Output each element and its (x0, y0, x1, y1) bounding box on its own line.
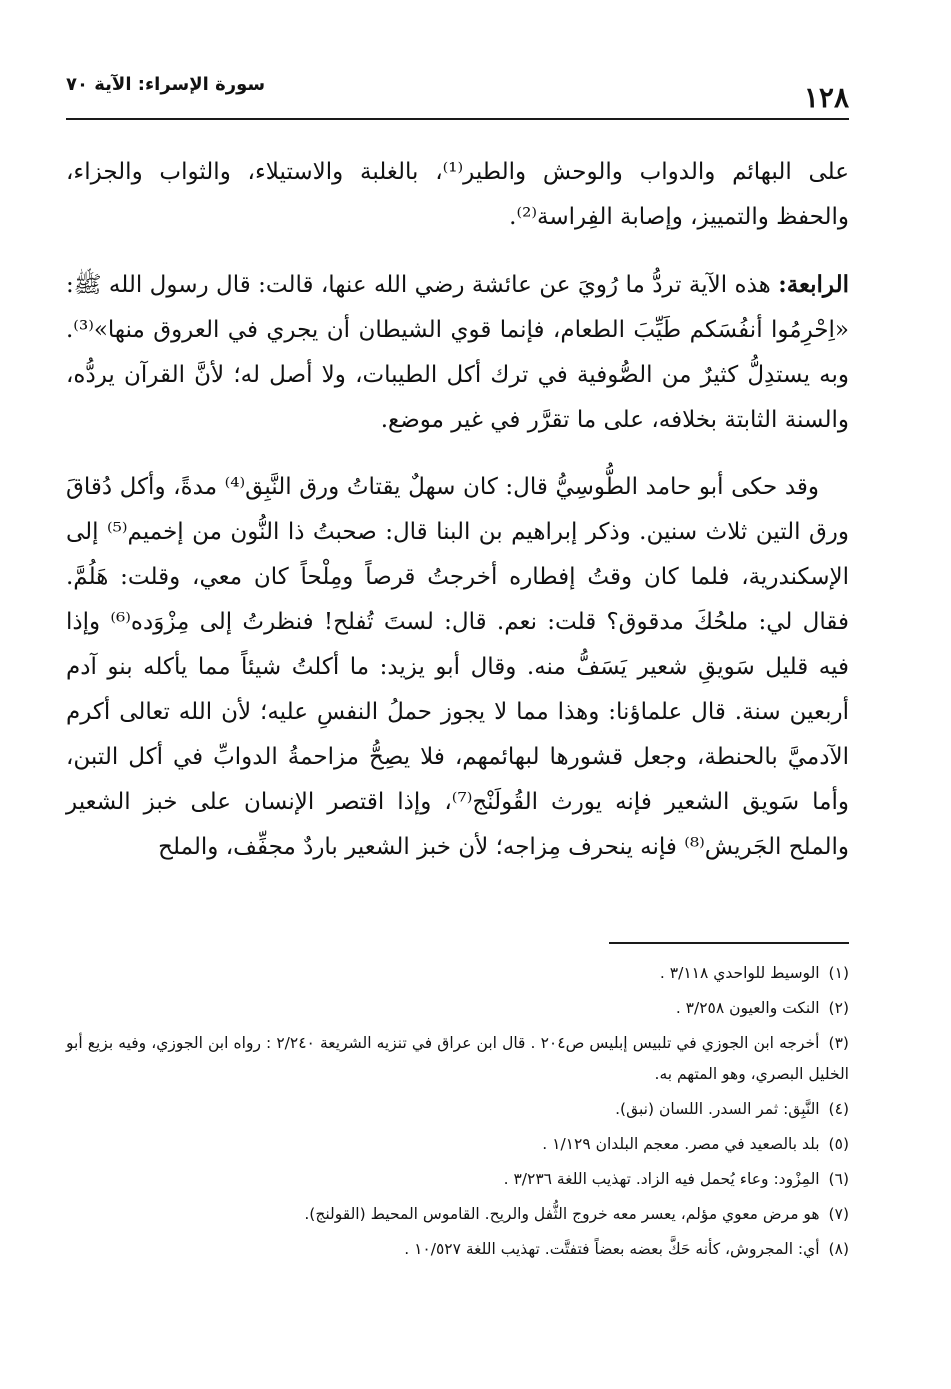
footnote (66, 1199, 849, 1230)
footnote-number: (٤) (828, 1100, 849, 1118)
footnote-text: أي: المجروش، كأنه حَكَّ بعضه بعضاً فتفتَّت. تهذيب اللغة ١٠/٥٢٧ . (404, 1240, 820, 1258)
footnote-separator (609, 942, 849, 944)
footnote-number: (٣) (828, 1034, 849, 1052)
page-number: ١٢٨ (803, 81, 849, 114)
footnote-text: هو مرض معوي مؤلم، يعسر معه خروج الثُّفل والريح. القاموس المحيط (القولنج). (304, 1205, 820, 1223)
footnote-number: (٨) (828, 1240, 849, 1258)
paragraph-2-text: هذه الآية تردُّ ما رُويَ عن عائشة رضي الله عنها، قالت: قال رسول الله ﷺ: «اِحْرِمُوا أنفُسَكم طَيِّبَ الطعام، فإنما قوي الشيطان أن يجري في العروق منها»⁽³⁾. وبه يستدِلُّ كثيرٌ من الصُّوفية في ترك أكل الطيبات، ولا أصل له؛ لأنَّ القرآن يردُّه، والسنة الثابتة بخلافه، على ما تقرَّر في غير موضع. (66, 272, 849, 433)
footnote-text: أخرجه ابن الجوزي في تلبيس إبليس ص٢٠٤ . قال ابن عراق في تنزيه الشريعة ٢/٢٤٠ : رواه ابن الجوزي، وفيه بزيع أبو الخليل البصري، وهو المتهم به. (66, 1034, 849, 1083)
running-header (66, 62, 849, 120)
footnote (66, 1028, 849, 1090)
footnote (66, 1164, 849, 1195)
footnote-number: (٥) (828, 1135, 849, 1153)
footnote (66, 1234, 849, 1265)
footnote-text: النكت والعيون ٣/٢٥٨ . (675, 999, 820, 1017)
footnotes (66, 958, 849, 1269)
section-keyword: الرابعة: (778, 271, 849, 298)
paragraph-2 (66, 262, 849, 443)
footnote-number: (٦) (828, 1170, 849, 1188)
footnote (66, 1094, 849, 1125)
footnote-number: (١) (828, 964, 849, 982)
footnote-number: (٧) (828, 1205, 849, 1223)
surah-title: سورة الإسراء: الآية ٧٠ (66, 74, 266, 95)
footnote-text: النَّبِق: ثمر السدر. اللسان (نبق). (615, 1100, 820, 1118)
main-text (66, 150, 849, 870)
footnote-number: (٢) (828, 999, 849, 1017)
footnote (66, 993, 849, 1024)
footnote-text: بلد بالصعيد في مصر. معجم البلدان ١/١٢٩ . (542, 1135, 820, 1153)
footnote (66, 1129, 849, 1160)
paragraph-1: على البهائم والدواب والوحش والطير⁽¹⁾، بالغلبة والاستيلاء، والثواب والجزاء، والحفظ والتمييز، وإصابة الفِراسة⁽²⁾. (66, 159, 849, 230)
footnote-text: الوسيط للواحدي ٣/١١٨ . (659, 964, 820, 982)
footnote-text: المِزْود: وعاء يُحمل فيه الزاد. تهذيب اللغة ٣/٢٣٦ . (503, 1170, 820, 1188)
footnote (66, 958, 849, 989)
paragraph-3: وقد حكى أبو حامد الطُّوسِيُّ قال: كان سهلٌ يقتاتُ ورق النَّبِق⁽⁴⁾ مدةً، وأكل دُقاقَ ورق التين ثلاث سنين. وذكر إبراهيم بن البنا قال: صحبتُ ذا النُّون من إخميم⁽⁵⁾ إلى الإسكندرية، فلما كان وقتُ إفطاره أخرجتُ قرصاً ومِلْحاً كان معي، وقلت: هَلُمَّ. فقال لي: ملحُكَ مدقوق؟ قلت: نعم. قال: لستَ تُفلح! فنظرتُ إلى مِزْوَده⁽⁶⁾ وإذا فيه قليل سَويقِ شعير يَسَفُّ منه. وقال أبو يزيد: ما أكلتُ شيئاً مما يأكله بنو آدم أربعين سنة. قال علماؤنا: وهذا مما لا يجوز حملُ النفسِ عليه؛ لأن الله تعالى أكرم الآدميَّ بالحنطة، وجعل قشورها لبهائمهم، فلا يصِحُّ مزاحمةُ الدوابِّ في أكل التبن، وأما سَويق الشعير فإنه يورث القُولَنْج⁽⁷⁾، وإذا اقتصر الإنسان على خبز الشعير والملح الجَريش⁽⁸⁾ فإنه ينحرف مِزاجه؛ لأن خبز الشعير باردٌ مجفِّف، والملح (66, 474, 850, 860)
